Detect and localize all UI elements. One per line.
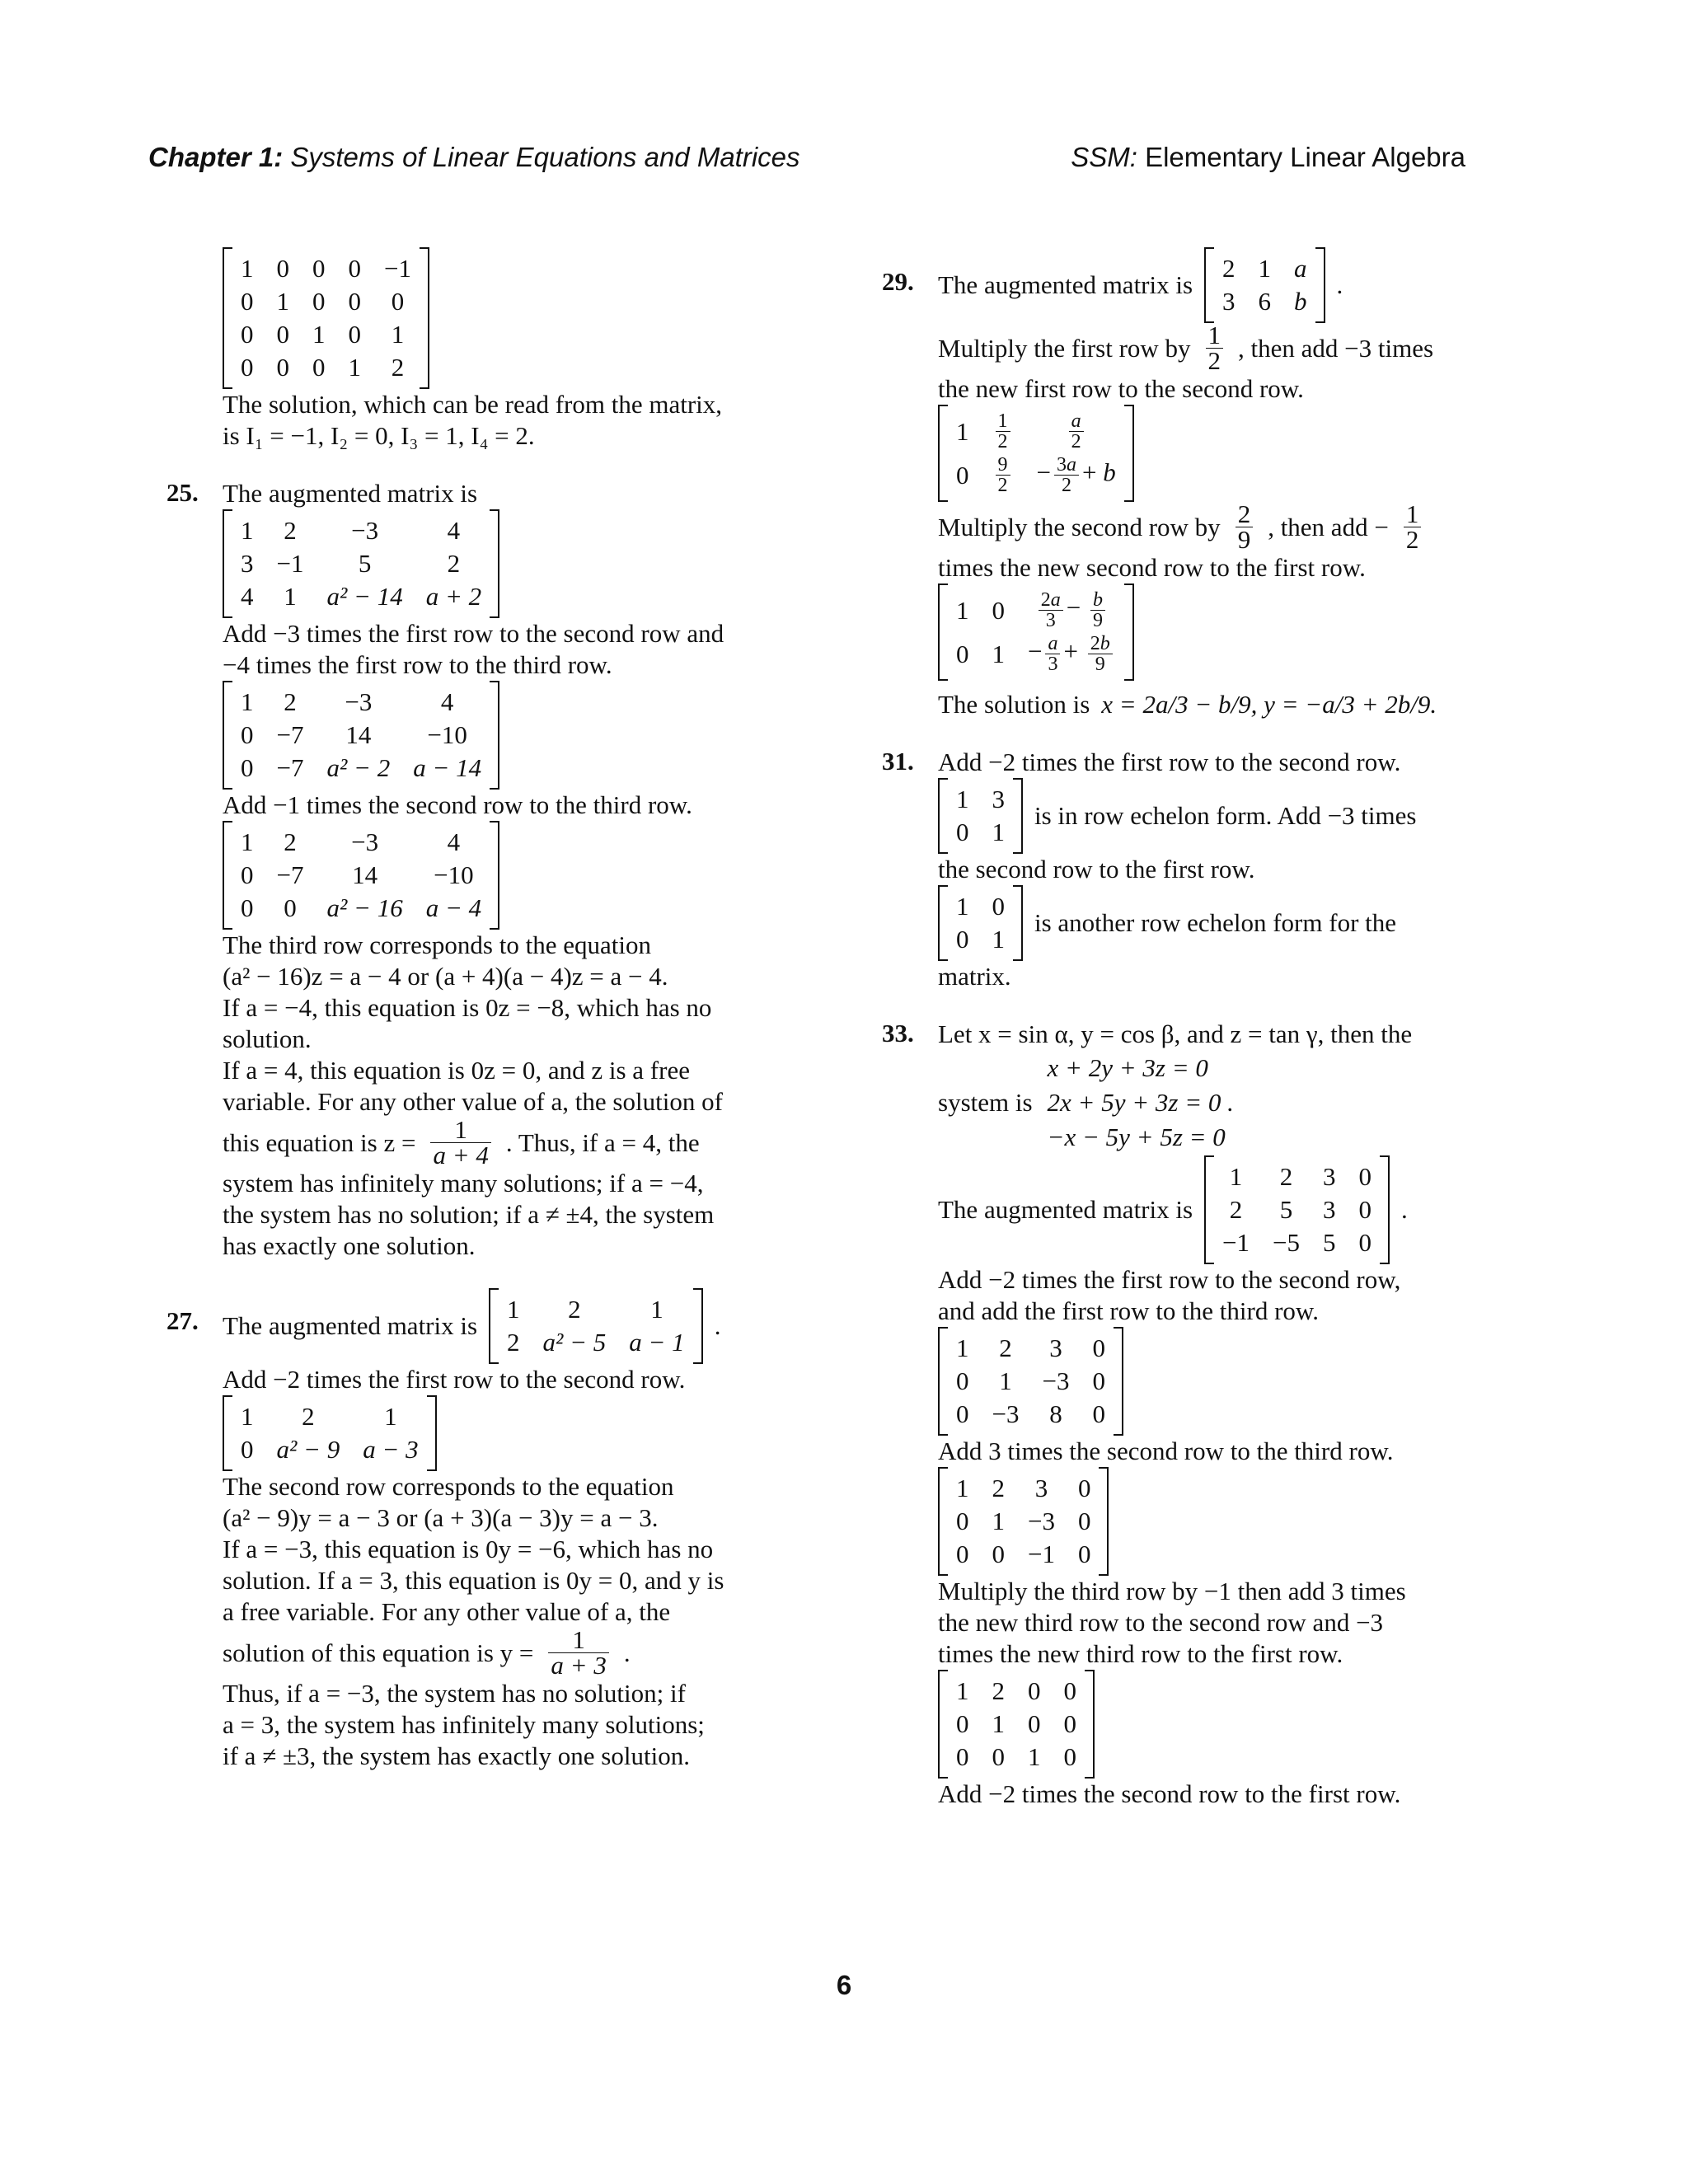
matrix-25-2	[223, 681, 499, 790]
matrix-entry: 0	[241, 753, 254, 782]
matrix-entry: 0	[312, 353, 326, 382]
matrix-row	[1211, 1226, 1383, 1259]
matrix-entry: 5	[1279, 1195, 1293, 1224]
matrix-entry: −10	[427, 720, 467, 749]
matrix-entry: 2	[284, 827, 297, 856]
matrix-entry: 0	[1063, 1742, 1076, 1771]
matrix-entry: 0	[348, 287, 361, 316]
text: The second row corresponds to the equation	[223, 1472, 674, 1501]
matrix-entry: 2	[302, 1402, 315, 1431]
matrix-25-1	[223, 509, 499, 618]
matrix-entry: 2	[568, 1295, 581, 1324]
matrix-entry: a − 4	[425, 893, 482, 922]
text: the system has no solution; if a ≠ ±4, the system	[223, 1200, 715, 1229]
intro: The augmented matrix is	[938, 270, 1193, 299]
step: Add −3 times the first row to the second row and	[223, 619, 724, 648]
matrix-row	[1211, 1193, 1383, 1226]
matrix-entry: 1	[312, 320, 326, 349]
matrix-row	[945, 1332, 1117, 1365]
book-title: Elementary Linear Algebra	[1145, 142, 1465, 172]
matrix-entry: −3	[351, 516, 379, 545]
matrix-entry: 2	[391, 353, 405, 382]
matrix-entry: −7	[276, 753, 304, 782]
matrix-entry: a² − 9	[276, 1435, 340, 1464]
text: if a ≠ ±3, the system has exactly one solution.	[223, 1741, 690, 1770]
solution-formula: x = 2a/3 − b/9, y = −a/3 + 2b/9.	[1101, 690, 1437, 719]
chapter-title: Systems of Linear Equations and Matrices	[290, 142, 800, 172]
matrix-row	[229, 719, 493, 752]
matrix-entry: 1	[650, 1295, 663, 1324]
matrix-entry: −3	[1028, 1507, 1055, 1535]
matrix-entry: 1	[956, 1676, 969, 1705]
system-label: system is	[938, 1088, 1033, 1117]
matrix-entry: 2	[1279, 1162, 1293, 1191]
matrix-entry: 0	[1077, 1507, 1091, 1535]
matrix-entry: 0	[284, 893, 297, 922]
text: Let x = sin α, y = cos β, and z = tan γ, then the	[938, 1019, 1413, 1048]
matrix-row	[945, 1741, 1088, 1774]
matrix-row	[229, 252, 423, 285]
matrix-entry: −3	[351, 827, 379, 856]
matrix-entry: 1	[956, 1474, 969, 1502]
matrix-33-2	[938, 1327, 1123, 1436]
problem-33: 33. Let x = sin α, y = cos β, and z = tan γ, then the system is x + 2y + 3z = 0 2x + 5y + 3z = 0 . −x − 5y + 5z = 0 The augmented matrix is 1 2 3 0 2 5 3 0 −1 −5 5 0 . Add −2 times the first row to the second row, and add the first row to the third row. 1 2 3 0 0 1 −3 0 0 −3 8 0 Add 3 times the second row to the third row. 1 2 3 0 0 1 −3 0 0 0 −1 0 Multiply the third row by −1 then add 3 times the new third row to the second row and −3 times the new third row to the first row. 1 2 0 0 0 1 0 0 0 0 1 0 Add −2 times the second row to the first row.	[882, 1019, 1500, 1810]
text: The third row corresponds to the equation	[223, 930, 651, 959]
equation: (a² − 16)z = a − 4 or (a + 4)(a − 4)z = a − 4.	[223, 962, 668, 991]
solution: The solution is x = 2a/3 − b/9, y = −a/3 + 2b/9.	[938, 690, 1437, 719]
matrix-row	[229, 580, 493, 613]
matrix-entry: 2	[284, 687, 297, 716]
step: Add 3 times the second row to the third row.	[938, 1436, 1394, 1465]
step: the new first row to the second row.	[938, 374, 1304, 403]
matrix-entry: a² − 16	[326, 893, 403, 922]
matrix-entry: 0	[312, 254, 326, 283]
matrix-entry: 0	[1092, 1399, 1105, 1428]
matrix-33-1	[1204, 1155, 1390, 1264]
matrix-row	[945, 1365, 1117, 1398]
matrix-entry: 1	[956, 892, 969, 921]
running-header-left	[148, 142, 800, 173]
matrix-row	[229, 351, 423, 384]
matrix-entry: a² − 5	[542, 1328, 607, 1357]
matrix-entry: 0	[276, 320, 289, 349]
matrix-entry: 3	[992, 785, 1005, 813]
matrix-entry: 0	[1077, 1474, 1091, 1502]
solution-24-line-2: is I₁ = −1, I₂ = 0, I₃ = 1, I₄ = 2.	[223, 421, 535, 450]
text: If a = −3, this equation is 0y = −6, which has no	[223, 1535, 714, 1563]
problem-number: 29.	[882, 267, 914, 296]
matrix-entry: 0	[956, 1540, 969, 1568]
matrix-top	[223, 247, 429, 389]
matrix-entry: 1	[241, 1402, 254, 1431]
step: Add −2 times the first row to the second row,	[938, 1265, 1401, 1294]
text: has exactly one solution.	[223, 1231, 476, 1260]
text: is in row echelon form. Add −3 times	[1034, 801, 1417, 830]
matrix-entry: 2	[1222, 254, 1236, 283]
text: If a = −4, this equation is 0z = −8, which has no	[223, 993, 712, 1022]
matrix-entry: 0	[956, 1709, 969, 1738]
matrix-entry: 3	[1323, 1162, 1336, 1191]
matrix-entry: 0	[241, 320, 254, 349]
matrix-row	[229, 686, 493, 719]
matrix-entry: −3	[992, 1399, 1020, 1428]
matrix-entry: 1	[992, 1507, 1005, 1535]
matrix-row	[229, 859, 493, 892]
matrix-entry: 1	[241, 687, 254, 716]
matrix-entry: 3	[1222, 287, 1236, 316]
matrix-entry: 0	[312, 287, 326, 316]
matrix-entry: 1	[1229, 1162, 1243, 1191]
matrix-entry: 1	[276, 287, 289, 316]
right-column	[882, 247, 1500, 1810]
text: If a = 4, this equation is 0z = 0, and z is a free	[223, 1056, 690, 1085]
text: solution.	[223, 1024, 312, 1053]
matrix-row	[945, 783, 1016, 816]
matrix-entry: 1	[507, 1295, 520, 1324]
step: the new third row to the second row and −3	[938, 1608, 1384, 1637]
matrix-entry: a − 14	[413, 753, 482, 782]
step: Add −2 times the second row to the first row.	[938, 1779, 1401, 1808]
matrix-entry: 0	[1063, 1709, 1076, 1738]
matrix-row	[495, 1326, 696, 1359]
problem-29: 29. The augmented matrix is 2 1 a 3 6 b . Multiply the first row by $\frac{1}{2}$ , then add −3 times the new first row to the second row. 1 $\frac{1}{2}$ $\frac{a}{2}$ 0 $\frac{9}{2}$ − $\frac{3a}{2}$ + b Multiply the second row by $\frac{2}{9}$ , then add − $\frac{1}{2}$ times the new second row to the first row. 1 0 $\frac{2a}{3}$ − $\frac{b}{9}$ 0 1 − $\frac{a}{3}$ + $\frac{2b}{9}$ The solution is x = 2a/3 − b/9, y = −a/3 + 2b/9.	[882, 247, 1500, 720]
solution-formula: solution of this equation is y = $\frac{1}{a + 3}$ .	[223, 1625, 631, 1680]
matrix-entry: 0	[956, 1742, 969, 1771]
matrix-entry: 2	[507, 1328, 520, 1357]
equation-system: x + 2y + 3z = 0 2x + 5y + 3z = 0 . −x − 5y + 5z = 0	[1047, 1053, 1234, 1151]
matrix-entry: 1	[992, 818, 1005, 846]
text: a free variable. For any other value of a, the	[223, 1597, 671, 1626]
matrix-entry: 14	[352, 860, 378, 889]
matrix-entry: 4	[447, 827, 461, 856]
matrix-entry: −7	[276, 720, 304, 749]
matrix-entry: −7	[276, 860, 304, 889]
matrix-entry: 0	[276, 353, 289, 382]
matrix-entry: 5	[358, 549, 372, 578]
matrix-entry: 1	[992, 1709, 1005, 1738]
matrix-entry: 14	[345, 720, 372, 749]
matrix-entry: 0	[956, 1507, 969, 1535]
matrix-entry: a	[1294, 254, 1307, 283]
problem-number: 25.	[166, 478, 199, 507]
matrix-entry: 2	[992, 1676, 1005, 1705]
matrix-entry: 0	[992, 1742, 1005, 1771]
matrix-entry: 1	[956, 785, 969, 813]
matrix-row	[945, 1505, 1102, 1538]
matrix-entry: 0	[1358, 1228, 1372, 1257]
ssm-label: SSM:	[1071, 142, 1137, 172]
matrix-entry: 0	[992, 892, 1005, 921]
matrix-33-4	[938, 1670, 1095, 1779]
matrix-entry: 0	[241, 893, 254, 922]
matrix-29-2: 1 $\frac{1}{2}$ $\frac{a}{2}$ 0 $\frac{9}{2}$ − $\frac{3a}{2}$ + b	[938, 405, 1134, 502]
matrix-row	[229, 547, 493, 580]
matrix-entry: 0	[1092, 1366, 1105, 1395]
matrix-entry: 0	[241, 860, 254, 889]
matrix-entry: 0	[241, 287, 254, 316]
matrix-entry: 0	[956, 925, 969, 954]
text: The augmented matrix is	[938, 1195, 1193, 1224]
matrix-entry: 0	[241, 353, 254, 382]
step: Add −1 times the second row to the third row.	[223, 790, 692, 819]
step: times the new second row to the first row.	[938, 553, 1366, 582]
matrix-entry: 3	[1323, 1195, 1336, 1224]
matrix-entry: 1	[284, 582, 297, 611]
matrix-33-3	[938, 1467, 1109, 1576]
matrix-row	[945, 1675, 1088, 1708]
matrix-row	[945, 1472, 1102, 1505]
step: times the new third row to the first row.	[938, 1639, 1343, 1668]
matrix-25-3	[223, 821, 499, 930]
matrix-row	[229, 826, 493, 859]
matrix-row	[945, 816, 1016, 849]
matrix-entry: 0	[348, 320, 361, 349]
step: Multiply the third row by −1 then add 3 times	[938, 1577, 1406, 1605]
matrix-row	[229, 1400, 430, 1433]
matrix-entry: 1	[1258, 254, 1272, 283]
matrix-entry: 0	[1028, 1676, 1041, 1705]
matrix-entry: 5	[1323, 1228, 1336, 1257]
matrix-entry: 3	[1034, 1474, 1048, 1502]
page-number: 6	[836, 1970, 852, 2000]
step: −4 times the first row to the third row.	[223, 650, 612, 679]
matrix-entry: a² − 14	[326, 582, 403, 611]
matrix-entry: −10	[434, 860, 474, 889]
matrix-entry: 0	[241, 720, 254, 749]
text: is another row echelon form for the	[1034, 908, 1397, 937]
matrix-entry: 0	[241, 1435, 254, 1464]
matrix-27-1	[489, 1288, 703, 1364]
matrix-row	[229, 892, 493, 925]
matrix-entry: 1	[992, 925, 1005, 954]
matrix-entry: 0	[348, 254, 361, 283]
matrix-entry: b	[1294, 287, 1307, 316]
matrix-row	[1211, 1160, 1383, 1193]
matrix-entry: −1	[1028, 1540, 1055, 1568]
matrix-entry: 0	[1028, 1709, 1041, 1738]
text: matrix.	[938, 962, 1011, 991]
matrix-entry: 6	[1258, 287, 1272, 316]
matrix-entry: 0	[391, 287, 405, 316]
matrix-29-1	[1204, 247, 1325, 323]
matrix-entry: a² − 2	[326, 753, 391, 782]
text: Thus, if a = −3, the system has no solution; if	[223, 1679, 686, 1708]
matrix-entry: 0	[956, 818, 969, 846]
text: variable. For any other value of a, the solution of	[223, 1087, 723, 1116]
matrix-27-2	[223, 1395, 437, 1471]
matrix-entry: 0	[1358, 1162, 1372, 1191]
step-1: Multiply the first row by $\frac{1}{2}$ , then add −3 times	[938, 321, 1434, 375]
fraction: $\frac{1}{a + 3}$	[548, 1628, 608, 1678]
step: Add −2 times the first row to the second row.	[223, 1365, 686, 1394]
solution-formula: this equation is z = $\frac{1}{a + 4}$ . Thus, if a = 4, the	[223, 1115, 700, 1169]
matrix-entry: 0	[1092, 1333, 1105, 1362]
matrix-entry: 4	[440, 687, 454, 716]
matrix-entry: 4	[241, 582, 254, 611]
text: system has infinitely many solutions; if a = −4,	[223, 1169, 704, 1197]
intro: The augmented matrix is	[223, 479, 478, 508]
matrix-row	[945, 890, 1016, 923]
problem-27: 27. The augmented matrix is 1 2 1 2 a² − 5 a − 1 . Add −2 times the first row to the second row. 1 2 1 0 a² − 9 a − 3 The second row corresponds to the equation (a² − 9)y = a − 3 or (a + 3)(a − 3)y = a − 3. If a = −3, this equation is 0y = −6, which has no solution. If a = 3, this equation is 0y = 0, and y is a free variable. For any other value of a, the solution of this equation is y = $\frac{1}{a + 3}$ . Thus, if a = −3, the system has no solution; if a = 3, the system has infinitely many solutions; if a ≠ ±3, the system has exactly one solution.	[148, 1288, 808, 1772]
matrix-entry: 1	[348, 353, 361, 382]
matrix-row	[1211, 252, 1319, 285]
matrix-entry: 0	[956, 1399, 969, 1428]
matrix-entry: 1	[384, 1402, 397, 1431]
matrix-entry: 8	[1049, 1399, 1062, 1428]
matrix-entry: 2	[992, 1474, 1005, 1502]
running-header-right	[1071, 142, 1465, 173]
problem-31	[882, 747, 1500, 992]
matrix-entry: 0	[1077, 1540, 1091, 1568]
matrix-entry: a − 3	[363, 1435, 419, 1464]
text: a = 3, the system has infinitely many solutions;	[223, 1710, 705, 1739]
matrix-entry: 1	[999, 1366, 1012, 1395]
matrix-entry: 0	[1063, 1676, 1076, 1705]
matrix-entry: −1	[276, 549, 304, 578]
step-2: Multiply the second row by $\frac{2}{9}$ , then add − $\frac{1}{2}$	[938, 502, 1500, 552]
matrix-entry: 1	[241, 827, 254, 856]
matrix-row	[945, 1538, 1102, 1571]
matrix-entry: −5	[1273, 1228, 1301, 1257]
matrix-entry: 1	[241, 254, 254, 283]
matrix-29-3: 1 0 $\frac{2a}{3}$ − $\frac{b}{9}$ 0 1 − $\frac{a}{3}$ + $\frac{2b}{9}$	[938, 583, 1134, 681]
matrix-row	[229, 285, 423, 318]
matrix-entry: −3	[345, 687, 373, 716]
matrix-row	[945, 1708, 1088, 1741]
intro: The augmented matrix is	[223, 1311, 478, 1340]
matrix-entry: 1	[1028, 1742, 1041, 1771]
matrix-row	[229, 514, 493, 547]
matrix-31-2	[938, 885, 1023, 961]
matrix-entry: 1	[956, 1333, 969, 1362]
solution-24-line-1: The solution, which can be read from the matrix,	[223, 390, 723, 419]
matrix-entry: 3	[1049, 1333, 1062, 1362]
equation: (a² − 9)y = a − 3 or (a + 3)(a − 3)y = a − 3.	[223, 1503, 659, 1532]
matrix-entry: a + 2	[425, 582, 482, 611]
problem-number: 27.	[166, 1306, 199, 1335]
matrix-31-1	[938, 778, 1023, 854]
step: and add the first row to the third row.	[938, 1296, 1320, 1325]
problem-number: 31.	[882, 747, 914, 776]
matrix-entry: 0	[276, 254, 289, 283]
text: the second row to the first row.	[938, 855, 1255, 883]
matrix-entry: 0	[956, 1366, 969, 1395]
fraction: $\frac{1}{a + 4}$	[430, 1118, 490, 1168]
step: Add −2 times the first row to the second row.	[938, 748, 1401, 776]
matrix-entry: −3	[1042, 1366, 1070, 1395]
matrix-row	[945, 1398, 1117, 1431]
matrix-entry: 0	[1358, 1195, 1372, 1224]
matrix-entry: a − 1	[629, 1328, 685, 1357]
left-column	[148, 247, 808, 1772]
matrix-entry: 1	[241, 516, 254, 545]
chapter-label: Chapter 1:	[148, 142, 284, 172]
matrix-entry: 3	[241, 549, 254, 578]
matrix-entry: 4	[447, 516, 461, 545]
matrix-row	[229, 1433, 430, 1466]
matrix-row	[495, 1293, 696, 1326]
matrix-entry: −1	[384, 254, 411, 283]
problem-25	[148, 478, 808, 1262]
matrix-entry: 2	[999, 1333, 1012, 1362]
matrix-row	[1211, 285, 1319, 318]
text: solution. If a = 3, this equation is 0y = 0, and y is	[223, 1566, 724, 1595]
matrix-entry: 1	[391, 320, 405, 349]
matrix-entry: 2	[447, 549, 461, 578]
problem-number: 33.	[882, 1019, 914, 1047]
matrix-entry: 2	[1229, 1195, 1243, 1224]
matrix-row	[229, 752, 493, 785]
matrix-row	[945, 923, 1016, 956]
matrix-entry: 0	[992, 1540, 1005, 1568]
matrix-row	[229, 318, 423, 351]
matrix-entry: 2	[284, 516, 297, 545]
matrix-entry: −1	[1222, 1228, 1250, 1257]
